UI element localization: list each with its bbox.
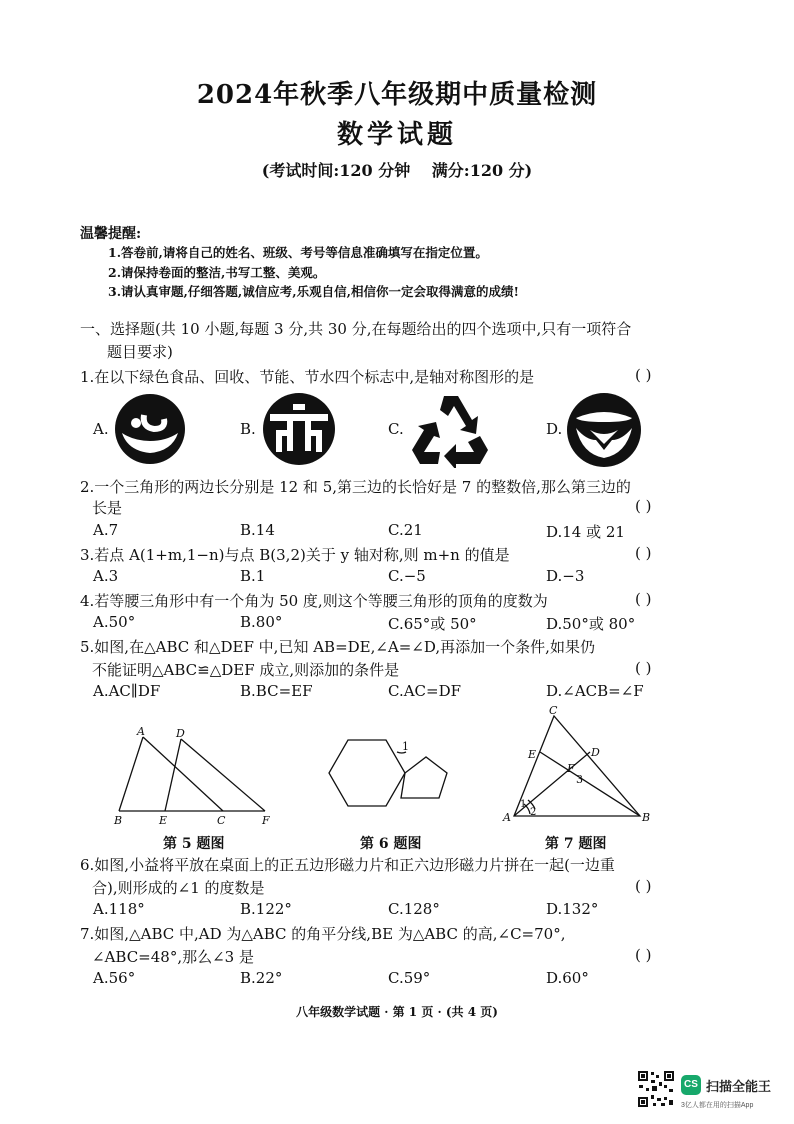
q7-option-c: C.59° [388, 969, 431, 987]
answer-paren: ( ) [635, 946, 652, 964]
exam-subject: 数学试题 [336, 120, 457, 150]
q3-option-c: C.−5 [388, 567, 426, 585]
q1-option-c: C. [388, 420, 404, 438]
camscanner-logo-icon: CS [681, 1075, 701, 1095]
fig5-label: C [217, 814, 226, 827]
section-heading: 一、选择题(共 10 小题,每题 3 分,共 30 分,在每题给出的四个选项中,只有一项符合 [80, 320, 632, 338]
figure-7-caption: 第 7 题图 [545, 836, 607, 852]
water-saving-logo-icon [566, 392, 642, 468]
fig5-label: A [137, 725, 145, 738]
q7-option-d: D.60° [546, 969, 589, 987]
answer-paren: ( ) [635, 659, 652, 677]
question-7-stem-cont: ∠ABC=48°,那么∠3 是 [92, 948, 254, 966]
q2-option-d: D.14 或 21 [546, 523, 625, 541]
figure-5-caption: 第 5 题图 [163, 836, 225, 852]
notice-item: 1.答卷前,请将自己的姓名、班级、考号等信息准确填写在指定位置。 [108, 245, 488, 260]
q4-option-a: A.50° [93, 613, 136, 631]
q4-option-b: B.80° [240, 613, 283, 631]
answer-paren: ( ) [635, 366, 652, 384]
q5-option-d: D.∠ACB=∠F [546, 682, 644, 700]
q1-option-b: B. [240, 420, 256, 438]
qr-code-icon [637, 1070, 675, 1108]
fig7-label: D [591, 746, 600, 759]
q3-option-d: D.−3 [546, 567, 585, 585]
fig7-label: 3 [576, 773, 583, 786]
exam-time: (考试时间:120 分钟 [261, 161, 411, 180]
question-1-stem: 1.在以下绿色食品、回收、节能、节水四个标志中,是轴对称图形的是 [80, 368, 535, 386]
fig7-label: E [528, 748, 537, 761]
q4-option-c: C.65°或 50° [388, 615, 477, 633]
question-7-stem: 7.如图,△ABC 中,AD 为△ABC 的角平分线,BE 为△ABC 的高,∠C=70°, [80, 925, 566, 943]
q6-option-a: A.118° [93, 900, 145, 918]
q1-option-d: D. [546, 420, 563, 438]
answer-paren: ( ) [635, 877, 652, 895]
q5-option-a: A.AC∥DF [93, 682, 161, 700]
q4-option-d: D.50°或 80° [546, 615, 636, 633]
notice-item: 3.请认真审题,仔细答题,诚信应考,乐观自信,相信你一定会取得满意的成绩! [108, 284, 519, 299]
q2-option-c: C.21 [388, 521, 423, 539]
page-footer: 八年级数学试题 · 第 1 页 · (共 4 页) [296, 1005, 498, 1019]
question-5-stem-cont: 不能证明△ABC≌△DEF 成立,则添加的条件是 [92, 661, 400, 679]
question-6-stem: 6.如图,小益将平放在桌面上的正五边形磁力片和正六边形磁力片拼在一起(一边重 [80, 856, 615, 874]
figure-6-diagram [328, 730, 458, 830]
figure-7-diagram [500, 704, 660, 830]
fig5-label: F [262, 814, 270, 827]
q2-option-a: A.7 [93, 521, 119, 539]
fig7-label: 2 [530, 807, 537, 818]
question-6-stem-cont: 合),则形成的∠1 的度数是 [92, 879, 265, 897]
question-5-stem: 5.如图,在△ABC 和△DEF 中,已知 AB=DE,∠A=∠D,再添加一个条件,如果仍 [80, 638, 595, 656]
fig5-label: B [114, 814, 123, 827]
recycle-mark-logo-icon [262, 392, 336, 466]
q7-option-b: B.22° [240, 969, 283, 987]
answer-paren: ( ) [635, 497, 652, 515]
q7-option-a: A.56° [93, 969, 136, 987]
q5-option-b: B.BC=EF [240, 682, 313, 700]
question-2-stem: 2.一个三角形的两边长分别是 12 和 5,第三边的长恰好是 7 的整数倍,那么第三边的 [80, 478, 631, 496]
fig7-label: 1 [520, 799, 527, 810]
fig7-label: B [642, 811, 651, 824]
fig5-label: E [159, 814, 168, 827]
scanner-app-name: 扫描全能王 [706, 1079, 772, 1094]
fig7-label: C [549, 704, 558, 717]
fig5-label: D [176, 727, 185, 740]
exam-score: 满分:120 分) [431, 161, 533, 180]
scanner-app-tagline: 3亿人都在用的扫描App [681, 1102, 754, 1109]
answer-paren: ( ) [635, 544, 652, 562]
question-2-stem-cont: 长是 [92, 499, 123, 517]
exam-title: 2024年秋季八年级期中质量检测 [196, 80, 598, 110]
fig6-label: 1 [402, 740, 409, 753]
q2-option-b: B.14 [240, 521, 275, 539]
q6-option-b: B.122° [240, 900, 292, 918]
q6-option-d: D.132° [546, 900, 599, 918]
notice-item: 2.请保持卷面的整洁,书写工整、美观。 [108, 265, 326, 280]
question-4-stem: 4.若等腰三角形中有一个角为 50 度,则这个等腰三角形的顶角的度数为 [80, 592, 548, 610]
exam-info [0, 158, 794, 181]
green-food-logo-icon [114, 393, 186, 465]
energy-saving-logo-icon [410, 392, 492, 468]
figure-6-caption: 第 6 题图 [360, 836, 422, 852]
answer-paren: ( ) [635, 590, 652, 608]
fig7-label: A [503, 811, 511, 824]
q3-option-a: A.3 [93, 567, 119, 585]
notice-heading: 温馨提醒: [80, 226, 142, 242]
q3-option-b: B.1 [240, 567, 266, 585]
q6-option-c: C.128° [388, 900, 440, 918]
question-3-stem: 3.若点 A(1+m,1−n)与点 B(3,2)关于 y 轴对称,则 m+n 的值是 [80, 546, 510, 564]
fig7-label: F [567, 762, 575, 775]
q1-option-a: A. [93, 420, 109, 438]
q5-option-c: C.AC=DF [388, 682, 462, 700]
figure-5-diagram [105, 725, 295, 830]
section-heading-cont: 题目要求) [107, 343, 173, 361]
